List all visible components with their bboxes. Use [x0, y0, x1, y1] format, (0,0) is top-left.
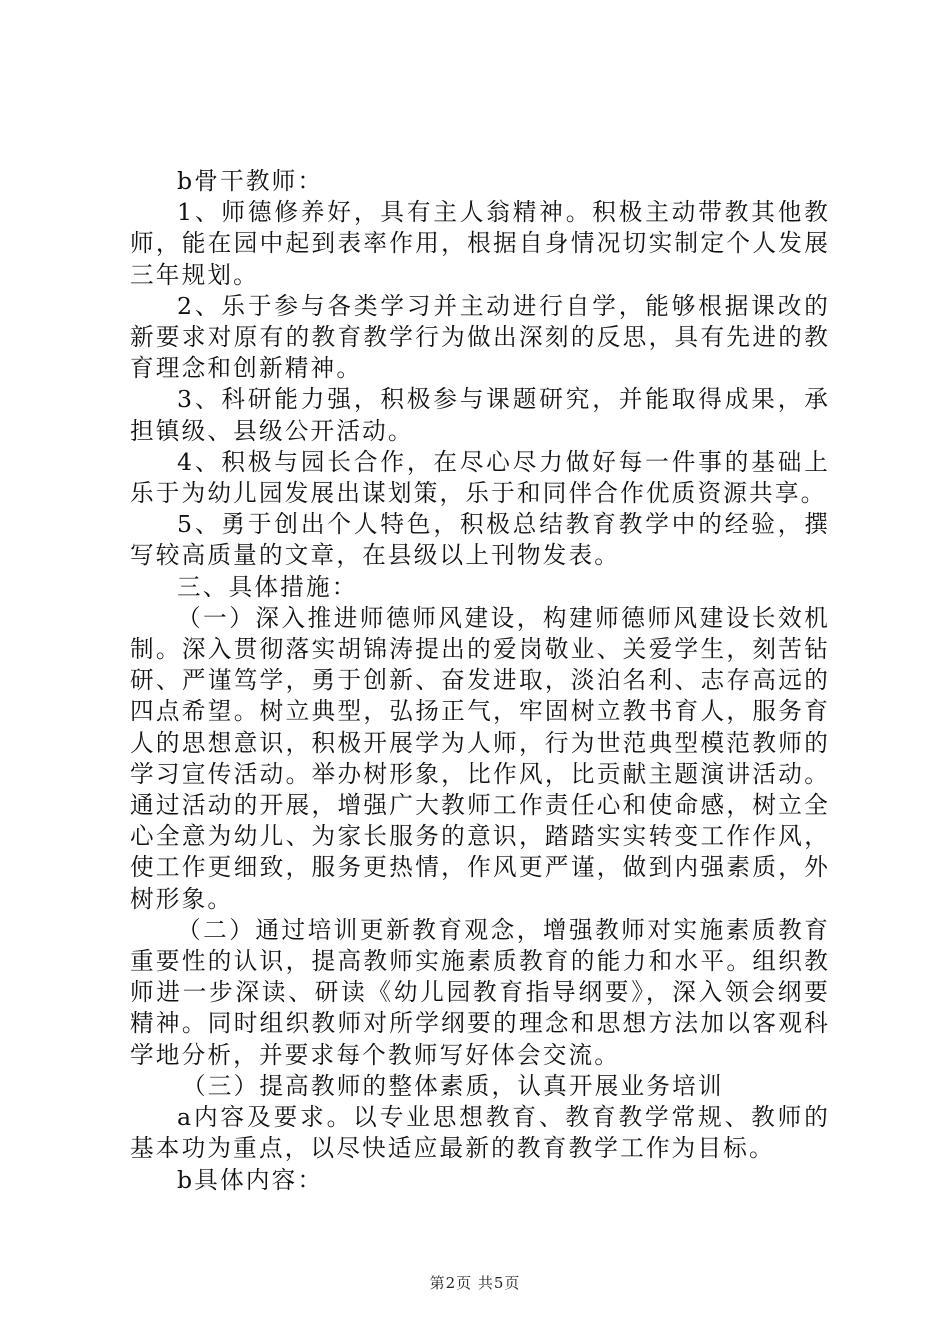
paragraph-item-2: 2、乐于参与各类学习并主动进行自学，能够根据课改的新要求对原有的教育教学行为做出深刻的反思，具有先进的教育理念和创新精神。 [130, 291, 830, 383]
subheading-measure-3: （三）提高教师的整体素质，认真开展业务培训 [182, 1071, 724, 1100]
paragraph-measure-1: （一）深入推进师德师风建设，构建师德师风建设长效机制。深入贯彻落实胡锦涛提出的爱岗敬业、关爱学生，刻苦钻研、严谨笃学，勇于创新、奋发进取，淡泊名利、志存高远的四点希望。树立典型，弘扬正气，牢固树立教书育人，服务育人的思想意识，积极开展学为人师，行为世范典型模范教师的学习宣传活动。举办树形象，比作风，比贡献主题演讲活动。通过活动的开展，增强广大教师工作责任心和使命感，树立全心全意为幼儿、为家长服务的意识，踏踏实实转变工作作风，使工作更细致，服务更热情，作风更严谨，做到内强素质，外树形象。 [130, 603, 830, 913]
paragraph-measure-2: （二）通过培训更新教育观念，增强教师对实施素质教育重要性的认识，提高教师实施素质教育的能力和水平。组织教师进一步深读、研读《幼儿园教育指导纲要》，深入领会纲要精神。同时组织教师对所学纲要的理念和思想方法加以客观科学地分析，并要求每个教师写好体会交流。 [130, 915, 830, 1069]
paragraph-item-3: 3、科研能力强，积极参与课题研究，并能取得成果，承担镇级、县级公开活动。 [130, 385, 830, 445]
paragraph-content-requirements: a内容及要求。以专业思想教育、教育教学常规、教师的基本功为重点，以尽快适应最新的教育教学工作为目标。 [130, 1103, 830, 1163]
paragraph-item-1: 1、师德修养好，具有主人翁精神。积极主动带教其他教师，能在园中起到表率作用，根据自身情况切实制定个人发展三年规划。 [130, 198, 830, 289]
paragraph-item-4: 4、积极与园长合作，在尽心尽力做好每一件事的基础上乐于为幼儿园发展出谋划策，乐于和同伴合作优质资源共享。 [130, 447, 830, 508]
document-body [130, 166, 830, 1196]
subheading-key-teachers: b骨干教师： [177, 167, 324, 195]
paragraph-item-5: 5、勇于创出个人特色，积极总结教育教学中的经验，撰写较高质量的文章，在县级以上刊物发表。 [130, 510, 830, 570]
section-heading-measures: 三、具体措施： [177, 572, 358, 601]
page-footer: 第2页 共5页 [429, 1274, 521, 1292]
subheading-specific-content: b具体内容： [177, 1165, 324, 1194]
